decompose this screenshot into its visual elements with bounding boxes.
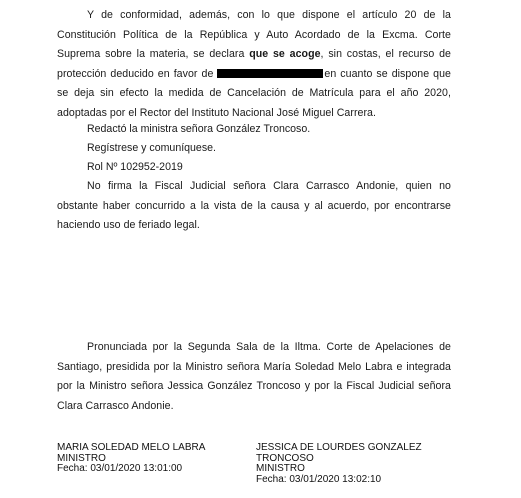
absence-note-text: No firma la Fiscal Judicial señora Clara Carrasco Andonie, quien no obstante haber concurrido a la vista de la causa y al acuerdo, por encontrarse haciendo uso de feriado legal.: [57, 180, 451, 231]
resolution-text-intro: Y de conformidad, además, con lo que dispone el artículo 20 de la Constitución Política de la República y Auto Acordado de la Excma. Corte Suprema sobre la materia, se declara: [57, 9, 451, 60]
case-number: Rol Nº 102952-2019: [87, 161, 183, 173]
signature-block-2: [256, 443, 422, 485]
signature-block-1: [57, 443, 205, 475]
signature-date: Fecha: 03/01/2020 13:02:10: [256, 473, 382, 485]
court-composition-text: Pronunciada por la Segunda Sala de la Iltma. Corte de Apelaciones de Santiago, presidida por la Ministro señora María Soledad Melo Labra e integrada por la Ministro señora Jessica González Troncoso y por la Fiscal Judicial señora Clara Carrasco Andonie.: [57, 341, 451, 412]
resolution-paragraph: [57, 6, 451, 123]
redacted-name: [217, 69, 323, 78]
signer-name: JESSICA DE LOURDES GONZALEZ: [256, 442, 422, 453]
court-composition-paragraph: [57, 338, 451, 416]
registration-note: Regístrese y comuníquese.: [87, 142, 216, 154]
signer-role: MINISTRO: [57, 452, 106, 464]
resolution-verdict: que se acoge: [249, 48, 321, 60]
drafting-note: Redactó la ministra señora González Troncoso.: [87, 123, 311, 135]
signer-name-continued: TRONCOSO: [256, 452, 314, 464]
signer-name: MARIA SOLEDAD MELO LABRA: [57, 442, 206, 453]
resolution-text-middle: , sin costas, el recurso de protección deducido en favor de: [57, 48, 451, 80]
signature-date: Fecha: 03/01/2020 13:01:00: [57, 463, 183, 474]
resolution-text-end: en cuanto se dispone que se deja sin efecto la medida de Cancelación de Matrícula para el año 2020, adoptadas por el Rector del Instituto Nacional José Miguel Carrera.: [57, 67, 451, 119]
signer-role: MINISTRO: [256, 463, 305, 474]
absence-note-paragraph: [57, 177, 451, 236]
